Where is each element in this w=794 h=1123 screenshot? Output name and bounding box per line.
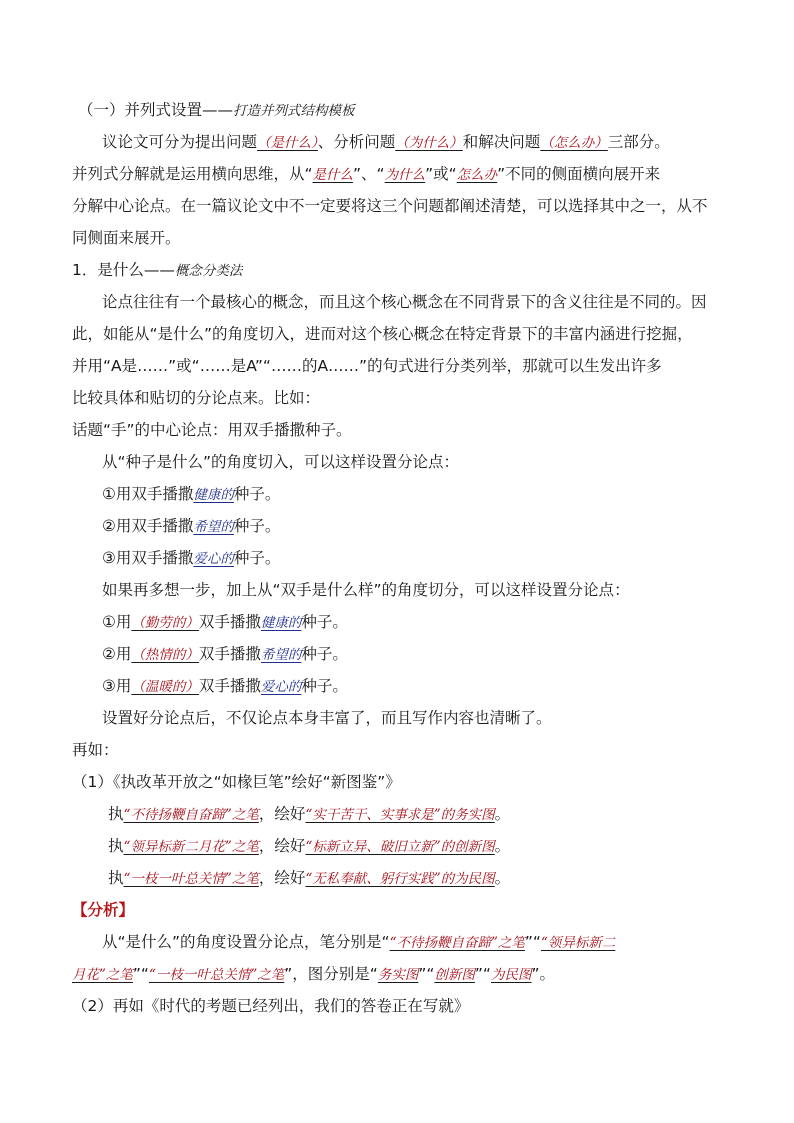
text-run: 种子。 bbox=[301, 645, 348, 663]
adjective: （温暖的） bbox=[131, 679, 199, 695]
picture-name: 务实图 bbox=[377, 967, 419, 983]
text-run: 执 bbox=[108, 837, 124, 855]
pen-phrase: “领异标新二 bbox=[540, 935, 616, 951]
text-run: 种子。 bbox=[233, 485, 281, 503]
analysis-line-2 bbox=[72, 964, 555, 985]
intro-line-4: 同侧面来展开。 bbox=[72, 229, 181, 247]
example-title: （2）再如《时代的考题已经列出，我们的答卷正在写就》 bbox=[72, 997, 470, 1015]
point-heading-number: 1．是什么—— bbox=[72, 261, 175, 279]
paragraph-line: 此，如能从“是什么”的角度切入，进而对这个核心概念在特定背景下的丰富内涵进行挖掘， bbox=[72, 325, 693, 343]
paragraph-line: 论点往往有一个最核心的概念，而且这个核心概念在不同背景下的含义往往是不同的。因 bbox=[102, 293, 707, 311]
paragraph-line: 并用“A是……”或“……是A”“……的A……”的句式进行分类列举，那就可以生发出许多 bbox=[72, 357, 662, 375]
section-title-prefix: （一）并列式设置—— bbox=[78, 101, 234, 119]
text-run: 议论文可分为提出问题 bbox=[102, 133, 258, 151]
text-run: ”或“ bbox=[425, 165, 457, 183]
keyword: 希望的 bbox=[260, 647, 302, 663]
sub-point-item bbox=[102, 548, 280, 569]
text-run: 。 bbox=[494, 837, 511, 855]
intro-line-3: 分解中心论点。在一篇议论文中不一定要将这三个问题都阐述清楚，可以选择其中之一，从不 bbox=[72, 197, 708, 215]
text-run: ①用双手播撒 bbox=[102, 485, 194, 503]
section-heading bbox=[78, 100, 355, 121]
topic-line: 话题“手”的中心论点：用双手播撒种子。 bbox=[72, 421, 352, 439]
picture-phrase: “实干苦干、实事求是”的务实图 bbox=[305, 807, 495, 823]
text-run: 、分析问题 bbox=[317, 133, 396, 151]
text-run: ，绘好 bbox=[258, 805, 306, 823]
point-heading bbox=[72, 260, 242, 281]
text-run: 从“是什么”的角度设置分论点，笔分别是“ bbox=[102, 933, 390, 951]
text-run: 种子。 bbox=[233, 517, 281, 535]
text-run: ①用 bbox=[102, 613, 132, 631]
text-run: ”，图分别是“ bbox=[284, 965, 378, 983]
text-run: 执 bbox=[108, 805, 124, 823]
sub-point-item bbox=[102, 516, 280, 537]
pen-phrase: “领异标新二月花”之笔 bbox=[123, 839, 259, 855]
underlined-term: 是什么 bbox=[312, 167, 354, 183]
text-run: ”“ bbox=[418, 965, 435, 983]
underlined-term: （为什么） bbox=[395, 135, 463, 151]
text-run: 种子。 bbox=[301, 613, 348, 631]
text-run: 并列式分解就是运用横向思维，从“ bbox=[72, 165, 313, 183]
picture-name: 创新图 bbox=[434, 967, 475, 983]
picture-phrase: “无私奉献、躬行实践”的为民图 bbox=[305, 871, 495, 887]
underlined-term: 怎么办 bbox=[456, 167, 498, 183]
text-run: ”不同的侧面横向展开来 bbox=[497, 165, 661, 183]
text-run: ，绘好 bbox=[258, 869, 306, 887]
sub-point-item bbox=[102, 644, 348, 665]
angle-line: 如果再多想一步，加上从“双手是什么样”的角度切分，可以这样设置分论点： bbox=[102, 581, 630, 599]
text-run: ，绘好 bbox=[258, 837, 306, 855]
intro-line-2 bbox=[72, 164, 660, 185]
analysis-line-1 bbox=[102, 932, 615, 953]
example-row bbox=[108, 868, 510, 889]
keyword: 健康的 bbox=[260, 615, 302, 631]
keyword: 希望的 bbox=[193, 519, 234, 535]
pen-phrase: “不待扬鞭自奋蹄”之笔 bbox=[389, 935, 525, 951]
text-run: ②用 bbox=[102, 645, 132, 663]
example-row bbox=[108, 804, 510, 825]
underlined-term: （怎么办） bbox=[540, 135, 608, 151]
text-run: ”。 bbox=[531, 965, 555, 983]
text-run: ”“ bbox=[132, 965, 149, 983]
example-row bbox=[108, 836, 510, 857]
point-heading-method: 概念分类法 bbox=[174, 263, 243, 279]
text-run: ③用 bbox=[102, 677, 132, 695]
text-run: 种子。 bbox=[301, 677, 348, 695]
section-title-suffix: 打造并列式结构模板 bbox=[233, 103, 355, 119]
text-run: 三部分。 bbox=[607, 133, 670, 151]
paragraph-line: 比较具体和贴切的分论点来。比如： bbox=[72, 389, 321, 407]
pen-phrase: “一枝一叶总关情”之笔 bbox=[148, 967, 285, 983]
text-run: 和解决问题 bbox=[462, 133, 541, 151]
conclusion-line: 设置好分论点后，不仅论点本身丰富了，而且写作内容也清晰了。 bbox=[102, 709, 552, 727]
intro-line-1 bbox=[102, 132, 670, 153]
picture-phrase: “标新立异、破旧立新”的创新图 bbox=[305, 839, 495, 855]
text-run: 双手播撒 bbox=[198, 613, 261, 631]
text-run: ③用双手播撒 bbox=[102, 549, 194, 567]
pen-phrase: 月花”之笔 bbox=[72, 967, 133, 983]
text-run: 双手播撒 bbox=[198, 677, 261, 695]
adjective: （热情的） bbox=[131, 647, 199, 663]
example-title: （1）《执改革开放之“如椽巨笔”绘好“新图鉴”》 bbox=[72, 773, 401, 791]
angle-line: 从“种子是什么”的角度切入，可以这样设置分论点： bbox=[102, 453, 460, 471]
underlined-term: 为什么 bbox=[384, 167, 426, 183]
sub-point-item bbox=[102, 484, 280, 505]
analysis-label: 【分析】 bbox=[72, 901, 135, 919]
text-run: ”、“ bbox=[353, 165, 385, 183]
text-run: 种子。 bbox=[233, 549, 281, 567]
keyword: 健康的 bbox=[193, 487, 234, 503]
sub-point-item bbox=[102, 676, 348, 697]
text-run: ②用双手播撒 bbox=[102, 517, 194, 535]
text-run: ”“ bbox=[474, 965, 491, 983]
pen-phrase: “不待扬鞭自奋蹄”之笔 bbox=[123, 807, 259, 823]
text-run: 双手播撒 bbox=[198, 645, 261, 663]
text-run: 。 bbox=[494, 805, 511, 823]
again-label: 再如： bbox=[72, 741, 119, 759]
sub-point-item bbox=[102, 612, 348, 633]
underlined-term: （是什么） bbox=[257, 135, 318, 151]
keyword: 爱心的 bbox=[193, 551, 234, 567]
picture-name: 为民图 bbox=[490, 967, 532, 983]
adjective: （勤劳的） bbox=[131, 615, 199, 631]
keyword: 爱心的 bbox=[260, 679, 302, 695]
text-run: 。 bbox=[494, 869, 511, 887]
text-run: ”“ bbox=[524, 933, 541, 951]
text-run: 执 bbox=[108, 869, 124, 887]
pen-phrase: “一枝一叶总关情”之笔 bbox=[123, 871, 259, 887]
